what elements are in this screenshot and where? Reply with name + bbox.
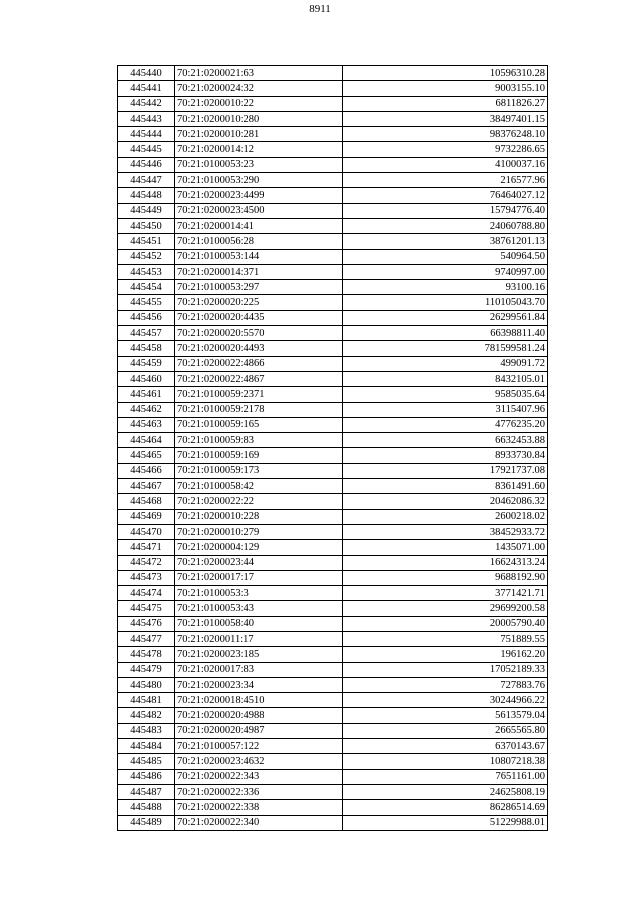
table-row	[118, 754, 548, 769]
table-row	[118, 310, 548, 325]
cadastral-number-cell: 70:21:0200023:185	[175, 647, 343, 662]
table-row	[118, 218, 548, 233]
cadastral-value-cell: 4776235.20	[343, 417, 548, 432]
cadastral-value-cell: 540964.50	[343, 249, 548, 264]
row-id-cell: 445453	[118, 264, 175, 279]
table-row	[118, 142, 548, 157]
cadastral-number-cell: 70:21:0200017:17	[175, 570, 343, 585]
cadastral-number-cell: 70:21:0200023:44	[175, 555, 343, 570]
table-row	[118, 127, 548, 142]
cadastral-number-cell: 70:21:0200014:371	[175, 264, 343, 279]
cadastral-value-cell: 781599581.24	[343, 341, 548, 356]
row-id-cell: 445479	[118, 662, 175, 677]
cadastral-number-cell: 70:21:0200022:4866	[175, 356, 343, 371]
row-id-cell: 445444	[118, 127, 175, 142]
cadastral-number-cell: 70:21:0200020:225	[175, 295, 343, 310]
table-row	[118, 203, 548, 218]
cadastral-number-cell: 70:21:0100059:173	[175, 463, 343, 478]
cadastral-value-cell: 727883.76	[343, 677, 548, 692]
table-row	[118, 356, 548, 371]
cadastral-value-cell: 38452933.72	[343, 524, 548, 539]
cadastral-value-cell: 196162.20	[343, 647, 548, 662]
cadastral-value-cell: 24625808.19	[343, 784, 548, 799]
cadastral-value-cell: 3115407.96	[343, 402, 548, 417]
row-id-cell: 445442	[118, 96, 175, 111]
row-id-cell: 445466	[118, 463, 175, 478]
cadastral-number-cell: 70:21:0200020:4988	[175, 708, 343, 723]
table-row	[118, 433, 548, 448]
cadastral-value-cell: 8933730.84	[343, 448, 548, 463]
table-row	[118, 96, 548, 111]
row-id-cell: 445462	[118, 402, 175, 417]
row-id-cell: 445467	[118, 479, 175, 494]
page-number: 8911	[309, 3, 331, 15]
table-row	[118, 157, 548, 172]
cadastral-number-cell: 70:21:0200023:4632	[175, 754, 343, 769]
row-id-cell: 445469	[118, 509, 175, 524]
cadastral-number-cell: 70:21:0200014:41	[175, 218, 343, 233]
cadastral-number-cell: 70:21:0100058:42	[175, 479, 343, 494]
row-id-cell: 445448	[118, 188, 175, 203]
table-row	[118, 402, 548, 417]
row-id-cell: 445460	[118, 371, 175, 386]
table-row	[118, 249, 548, 264]
row-id-cell: 445457	[118, 326, 175, 341]
cadastral-value-cell: 1435071.00	[343, 540, 548, 555]
table-row	[118, 280, 548, 295]
table-body	[118, 66, 548, 831]
table-row	[118, 723, 548, 738]
cadastral-number-cell: 70:21:0200024:32	[175, 81, 343, 96]
row-id-cell: 445459	[118, 356, 175, 371]
cadastral-value-cell: 8432105.01	[343, 371, 548, 386]
cadastral-value-cell: 9740997.00	[343, 264, 548, 279]
table-row	[118, 586, 548, 601]
cadastral-number-cell: 70:21:0100053:23	[175, 157, 343, 172]
row-id-cell: 445475	[118, 601, 175, 616]
table-row	[118, 693, 548, 708]
cadastral-number-cell: 70:21:0200011:17	[175, 631, 343, 646]
cadastral-value-cell: 4100037.16	[343, 157, 548, 172]
cadastral-number-cell: 70:21:0200022:4867	[175, 371, 343, 386]
row-id-cell: 445474	[118, 586, 175, 601]
cadastral-number-cell: 70:21:0200023:4500	[175, 203, 343, 218]
table-row	[118, 524, 548, 539]
cadastral-value-cell: 10807218.38	[343, 754, 548, 769]
row-id-cell: 445440	[118, 66, 175, 81]
row-id-cell: 445487	[118, 784, 175, 799]
cadastral-value-cell: 86286514.69	[343, 800, 548, 815]
cadastral-value-cell: 17921737.08	[343, 463, 548, 478]
table-row	[118, 295, 548, 310]
table-row	[118, 570, 548, 585]
row-id-cell: 445461	[118, 387, 175, 402]
row-id-cell: 445481	[118, 693, 175, 708]
table-row	[118, 601, 548, 616]
cadastral-number-cell: 70:21:0200023:4499	[175, 188, 343, 203]
table-row	[118, 509, 548, 524]
row-id-cell: 445471	[118, 540, 175, 555]
cadastral-number-cell: 70:21:0100056:28	[175, 234, 343, 249]
row-id-cell: 445485	[118, 754, 175, 769]
cadastral-value-cell: 7651161.00	[343, 769, 548, 784]
cadastral-number-cell: 70:21:0200022:22	[175, 494, 343, 509]
table-row	[118, 111, 548, 126]
cadastral-value-cell: 2665565.80	[343, 723, 548, 738]
row-id-cell: 445468	[118, 494, 175, 509]
cadastral-value-cell: 9732286.65	[343, 142, 548, 157]
cadastral-number-cell: 70:21:0200022:336	[175, 784, 343, 799]
cadastral-value-cell: 30244966.22	[343, 693, 548, 708]
row-id-cell: 445477	[118, 631, 175, 646]
row-id-cell: 445480	[118, 677, 175, 692]
table-row	[118, 479, 548, 494]
row-id-cell: 445443	[118, 111, 175, 126]
cadastral-number-cell: 70:21:0100053:144	[175, 249, 343, 264]
table-row	[118, 387, 548, 402]
table-row	[118, 708, 548, 723]
cadastral-number-cell: 70:21:0100058:40	[175, 616, 343, 631]
cadastral-number-cell: 70:21:0200018:4510	[175, 693, 343, 708]
cadastral-number-cell: 70:21:0200010:228	[175, 509, 343, 524]
row-id-cell: 445489	[118, 815, 175, 830]
table-row	[118, 173, 548, 188]
cadastral-value-cell: 98376248.10	[343, 127, 548, 142]
cadastral-value-cell: 38497401.15	[343, 111, 548, 126]
cadastral-number-cell: 70:21:0100059:165	[175, 417, 343, 432]
table-row	[118, 371, 548, 386]
cadastral-value-cell: 38761201.13	[343, 234, 548, 249]
cadastral-value-cell: 17052189.33	[343, 662, 548, 677]
cadastral-value-cell: 6632453.88	[343, 433, 548, 448]
row-id-cell: 445454	[118, 280, 175, 295]
cadastral-number-cell: 70:21:0200022:343	[175, 769, 343, 784]
row-id-cell: 445483	[118, 723, 175, 738]
row-id-cell: 445472	[118, 555, 175, 570]
table-row	[118, 264, 548, 279]
cadastral-number-cell: 70:21:0200010:22	[175, 96, 343, 111]
cadastral-number-cell: 70:21:0200020:4987	[175, 723, 343, 738]
row-id-cell: 445464	[118, 433, 175, 448]
row-id-cell: 445486	[118, 769, 175, 784]
cadastral-value-cell: 5613579.04	[343, 708, 548, 723]
cadastral-value-cell: 6370143.67	[343, 739, 548, 754]
cadastral-value-cell: 24060788.80	[343, 218, 548, 233]
cadastral-value-cell: 20462086.32	[343, 494, 548, 509]
row-id-cell: 445441	[118, 81, 175, 96]
cadastral-number-cell: 70:21:0200010:279	[175, 524, 343, 539]
row-id-cell: 445446	[118, 157, 175, 172]
row-id-cell: 445445	[118, 142, 175, 157]
row-id-cell: 445482	[118, 708, 175, 723]
cadastral-value-cell: 66398811.40	[343, 326, 548, 341]
table-row	[118, 540, 548, 555]
cadastral-number-cell: 70:21:0200023:34	[175, 677, 343, 692]
table-row	[118, 417, 548, 432]
cadastral-value-cell: 29699200.58	[343, 601, 548, 616]
cadastral-number-cell: 70:21:0100057:122	[175, 739, 343, 754]
table-row	[118, 66, 548, 81]
table-row	[118, 555, 548, 570]
cadastral-value-cell: 26299561.84	[343, 310, 548, 325]
row-id-cell: 445476	[118, 616, 175, 631]
row-id-cell: 445463	[118, 417, 175, 432]
cadastral-number-cell: 70:21:0200022:338	[175, 800, 343, 815]
cadastral-number-cell: 70:21:0100059:169	[175, 448, 343, 463]
row-id-cell: 445484	[118, 739, 175, 754]
table-row	[118, 234, 548, 249]
cadastral-value-cell: 9003155.10	[343, 81, 548, 96]
cadastral-number-cell: 70:21:0200010:281	[175, 127, 343, 142]
cadastral-value-cell: 751889.55	[343, 631, 548, 646]
cadastral-number-cell: 70:21:0100053:43	[175, 601, 343, 616]
cadastral-value-cell: 93100.16	[343, 280, 548, 295]
table-row	[118, 739, 548, 754]
row-id-cell: 445458	[118, 341, 175, 356]
table-row	[118, 631, 548, 646]
cadastral-value-cell: 51229988.01	[343, 815, 548, 830]
cadastral-value-cell: 216577.96	[343, 173, 548, 188]
table-row	[118, 662, 548, 677]
row-id-cell: 445450	[118, 218, 175, 233]
cadastral-value-cell: 2600218.02	[343, 509, 548, 524]
table-row	[118, 800, 548, 815]
table-row	[118, 81, 548, 96]
cadastral-number-cell: 70:21:0200010:280	[175, 111, 343, 126]
cadastral-value-cell: 8361491.60	[343, 479, 548, 494]
cadastral-value-cell: 76464027.12	[343, 188, 548, 203]
cadastral-number-cell: 70:21:0200022:340	[175, 815, 343, 830]
cadastral-number-cell: 70:21:0200020:5570	[175, 326, 343, 341]
cadastral-number-cell: 70:21:0200004:129	[175, 540, 343, 555]
row-id-cell: 445452	[118, 249, 175, 264]
table-row	[118, 188, 548, 203]
cadastral-value-cell: 9688192.90	[343, 570, 548, 585]
cadastral-value-cell: 10596310.28	[343, 66, 548, 81]
cadastral-value-table	[117, 65, 548, 831]
table-row	[118, 494, 548, 509]
cadastral-number-cell: 70:21:0200014:12	[175, 142, 343, 157]
row-id-cell: 445447	[118, 173, 175, 188]
table-row	[118, 463, 548, 478]
table-row	[118, 341, 548, 356]
table-row	[118, 769, 548, 784]
table-row	[118, 784, 548, 799]
row-id-cell: 445478	[118, 647, 175, 662]
table-row	[118, 448, 548, 463]
cadastral-number-cell: 70:21:0100059:83	[175, 433, 343, 448]
row-id-cell: 445451	[118, 234, 175, 249]
cadastral-number-cell: 70:21:0100059:2178	[175, 402, 343, 417]
cadastral-number-cell: 70:21:0200020:4493	[175, 341, 343, 356]
row-id-cell: 445470	[118, 524, 175, 539]
table-row	[118, 616, 548, 631]
cadastral-number-cell: 70:21:0100053:297	[175, 280, 343, 295]
cadastral-value-cell: 16624313.24	[343, 555, 548, 570]
cadastral-number-cell: 70:21:0200020:4435	[175, 310, 343, 325]
table-row	[118, 647, 548, 662]
cadastral-number-cell: 70:21:0100053:3	[175, 586, 343, 601]
cadastral-value-cell: 6811826.27	[343, 96, 548, 111]
cadastral-value-cell: 15794776.40	[343, 203, 548, 218]
table-row	[118, 326, 548, 341]
cadastral-number-cell: 70:21:0200017:83	[175, 662, 343, 677]
cadastral-value-cell: 499091.72	[343, 356, 548, 371]
cadastral-value-cell: 9585035.64	[343, 387, 548, 402]
cadastral-number-cell: 70:21:0100053:290	[175, 173, 343, 188]
cadastral-number-cell: 70:21:0100059:2371	[175, 387, 343, 402]
cadastral-value-cell: 3771421.71	[343, 586, 548, 601]
row-id-cell: 445449	[118, 203, 175, 218]
table-row	[118, 815, 548, 830]
cadastral-number-cell: 70:21:0200021:63	[175, 66, 343, 81]
row-id-cell: 445456	[118, 310, 175, 325]
cadastral-value-cell: 20005790.40	[343, 616, 548, 631]
cadastral-value-cell: 110105043.70	[343, 295, 548, 310]
table-row	[118, 677, 548, 692]
row-id-cell: 445465	[118, 448, 175, 463]
row-id-cell: 445488	[118, 800, 175, 815]
row-id-cell: 445455	[118, 295, 175, 310]
row-id-cell: 445473	[118, 570, 175, 585]
